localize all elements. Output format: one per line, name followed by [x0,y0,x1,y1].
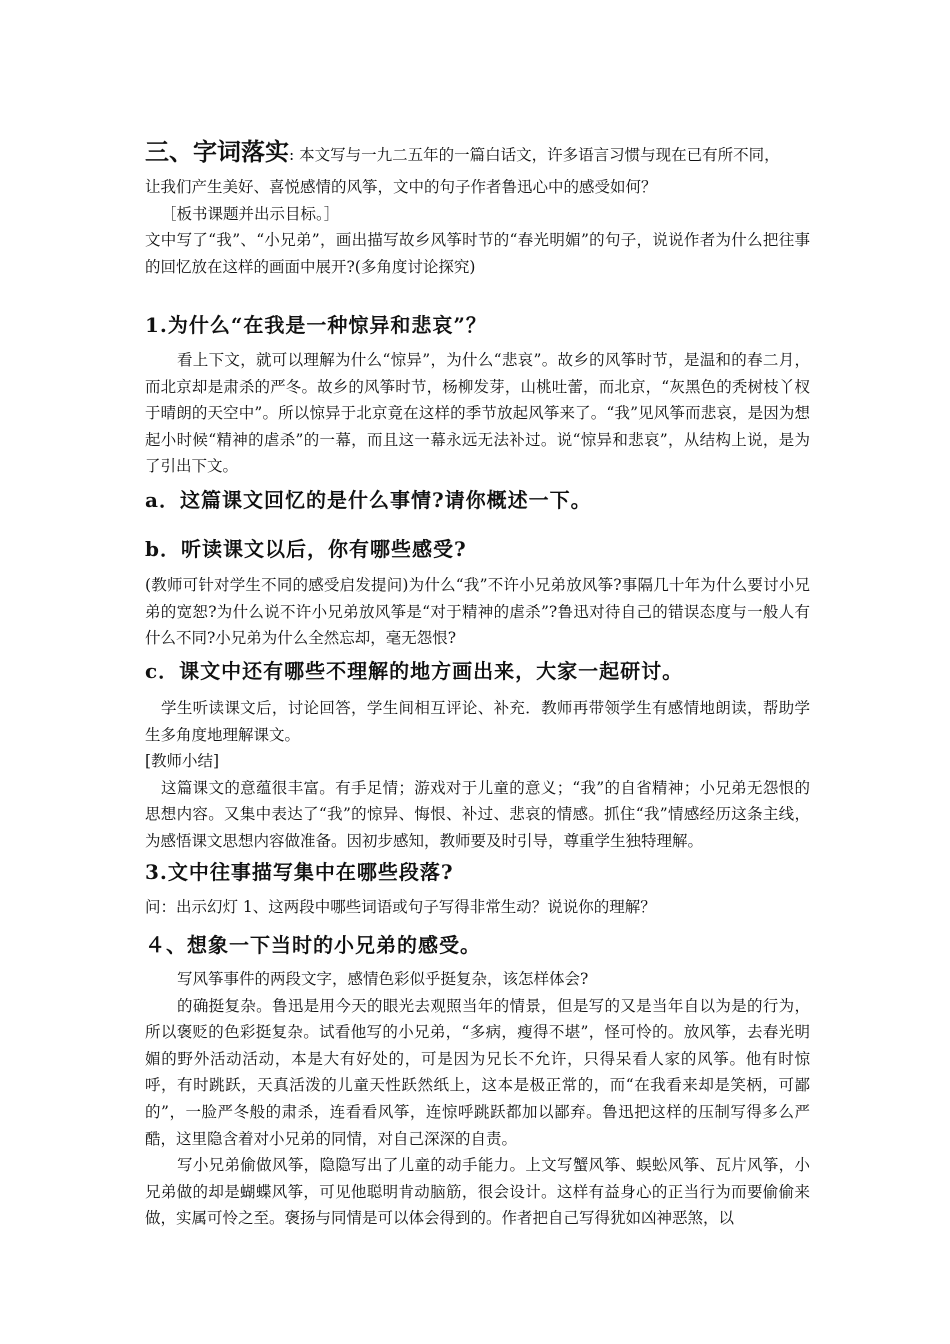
question-3-heading: 3.文中往事描写集中在哪些段落? [145,860,454,884]
question-a-heading: a．这篇课文回忆的是什么事情?请你概述一下。 [145,488,592,512]
section3-bracket-note: ［板书课题并出示目标。］ [161,204,340,223]
question-3-body [145,894,810,921]
question-c-paragraph: 学生听读课文后，讨论回答，学生间相互评论、补充．教师再带领学生有感情地朗读，帮助学生多角度地理解课文。 [145,699,810,744]
section3-intro-line2: 让我们产生美好、喜悦感情的风筝，文中的句子作者鲁迅心中的感受如何？ [145,178,657,196]
question-b-heading: b．听读课文以后，你有哪些感受? [145,537,467,561]
section3-intro-line1: : 本文写与一九二五年的一篇白话文，许多语言习惯与现在已有所不同， [289,146,780,164]
question-1-paragraph: 看上下文，就可以理解为什么“惊异”，为什么“悲哀”。故乡的风筝时节，是温和的春二月，而北京却是肃杀的严冬。故乡的风筝时节，杨柳发芽，山桃吐蕾，而北京，“灰黑色的秃树枝丫杈于晴朗的天空中”。所以惊异于北京竟在这样的季节放起风筝来了。“我”见风筝而悲哀，是因为想起小时候“精神的虐杀”的一幕，而且这一幕永远无法补过。说“惊异和悲哀”，从结构上说，是为了引出下文。 [145,351,810,476]
question-1 [145,311,810,339]
section3-heading: 三、字词落实 [145,137,289,166]
teacher-summary-label: [教师小结] [145,752,220,771]
question-4-paragraph-2: 的确挺复杂。鲁迅是用今天的眼光去观照当年的情景，但是写的又是当年自以为是的行为，所以褒贬的色彩挺复杂。试看他写的小兄弟，“多病，瘦得不堪”，怪可怜的。放风筝，去春光明媚的野外活动活动，本是大有好处的，可是因为兄长不允许，只得呆看人家的风筝。他有时惊呼，有时跳跃，天真活泼的儿童天性跃然纸上，这本是极正常的，而“在我看来却是笑柄，可鄙的”，一脸严冬般的肃杀，连看看风筝，连惊呼跳跃都加以鄙弃。鲁迅把这样的压制写得多么严酷，这里隐含着对小兄弟的同情，对自己深深的自责。 [145,996,810,1148]
section3-question: 文中写了“我”、“小兄弟”，画出描写故乡风筝时节的“春光明媚”的句子，说说作者为什么把往事的回忆放在这样的画面中展开?(多角度讨论探究) [145,231,810,276]
question-4-body [145,966,810,1232]
question-c-body [145,695,810,855]
question-4-paragraph-1: 写风筝事件的两段文字，感情色彩似乎挺复杂，该怎样体会? [177,970,589,988]
question-3-paragraph: 问：出示幻灯 1、这两段中哪些词语或句子写得非常生动？说说你的理解？ [145,898,656,916]
question-b-body [145,572,810,652]
question-4-heading: ４、想象一下当时的小兄弟的感受。 [145,933,481,957]
question-4-paragraph-3: 写小兄弟偷做风筝，隐隐写出了儿童的动手能力。上文写蟹风筝、蜈蚣风筝、瓦片风筝，小兄弟做的却是蝴蝶风筝，可见他聪明肯动脑筋，很会设计。这样有益身心的正当行为而要偷偷来做，实属可怜之至。褒扬与同情是可以体会得到的。作者把自己写得犹如凶神恶煞，以 [145,1156,810,1228]
question-1-body [145,347,810,480]
question-b-paragraph: (教师可针对学生不同的感受启发提问)为什么“我”不许小兄弟放风筝?事隔几十年为什么要讨小兄弟的宽恕?为什么说不许小兄弟放风筝是“对于精神的虐杀”?鲁迅对待自己的错误态度与一般人有什么不同?小兄弟为什么全然忘却，毫无怨恨? [145,576,810,648]
question-b [145,535,810,563]
question-c [145,657,810,685]
question-3 [145,858,810,886]
section3-intro [145,137,810,170]
question-a [145,486,810,514]
question-c-heading: c．课文中还有哪些不理解的地方画出来，大家一起研讨。 [145,659,684,683]
section3-intro-continued [145,174,810,280]
teacher-summary: 这篇课文的意蕴很丰富。有手足情；游戏对于儿童的意义；“我”的自省精神；小兄弟无怨恨的思想内容。又集中表达了“我”的惊异、悔恨、补过、悲哀的情感。抓住“我”情感经历这条主线，为感悟课文思想内容做准备。因初步感知，教师要及时引导，尊重学生独特理解。 [145,778,810,850]
question-1-heading: 1.为什么“在我是一种惊异和悲哀”？ [145,313,487,337]
question-4 [145,931,810,959]
